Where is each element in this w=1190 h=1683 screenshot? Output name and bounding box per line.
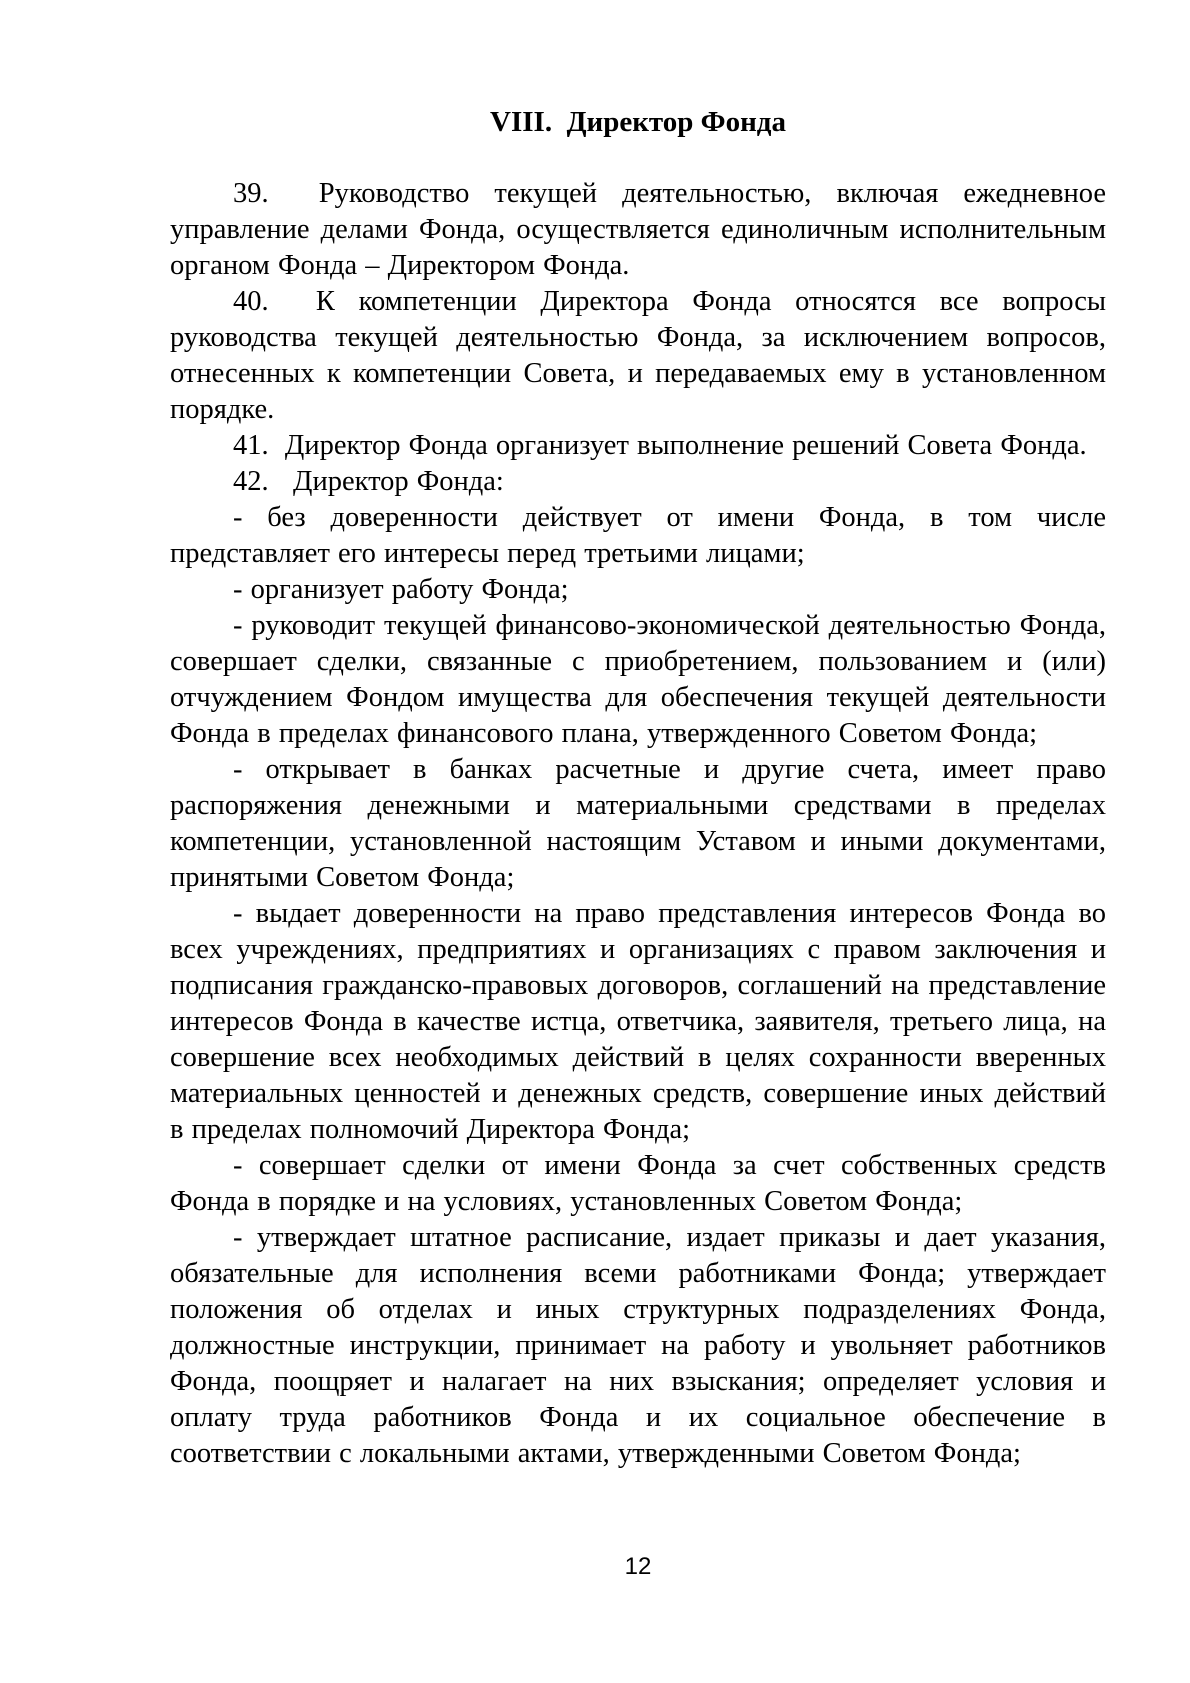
section-title: VIII. Директор Фонда (490, 106, 786, 138)
paragraph-42: 42. Директор Фонда: (233, 466, 504, 497)
list-item-no-power-of-attorney: - без доверенности действует от имени Фонда, в том числе представляет его интересы перед третьими лицами; (170, 502, 1115, 569)
page-number: 12 (624, 1553, 652, 1580)
paragraph-40: 40. К компетенции Директора Фонда относятся все вопросы руководства текущей деятельностью Фонда, за исключением вопросов, отнесенных к компетенции Совета, и передаваемых ему в установленном порядке. (170, 286, 1115, 425)
list-item-opens-bank-accounts: - открывает в банках расчетные и другие счета, имеет право распоряжения денежными и материальными средствами в пределах компетенции, установленной настоящим Уставом и иными документами, принятыми Советом Фонда; (170, 754, 1115, 893)
list-item-makes-transactions: - совершает сделки от имени Фонда за счет собственных средств Фонда в порядке и на условиях, установленных Советом Фонда; (170, 1150, 1115, 1217)
paragraph-39: 39. Руководство текущей деятельностью, включая ежедневное управление делами Фонда, осуществляется единоличным исполнительным органом Фонда – Директором Фонда. (170, 178, 1115, 281)
document-body (170, 104, 1115, 1472)
list-item-organizes-work: - организует работу Фонда; (233, 574, 569, 605)
list-item-manages-financial-activity: - руководит текущей финансово-экономической деятельностью Фонда, совершает сделки, связанные с приобретением, пользованием и (или) отчуждением Фондом имущества для обеспечения текущей деятельности Фонда в пределах финансового плана, утвержденного Советом Фонда; (170, 610, 1115, 749)
list-item-issues-powers-of-attorney: - выдает доверенности на право представления интересов Фонда во всех учреждениях, предприятиях и организациях с правом заключения и подписания гражданско-правовых договоров, соглашений на представление интересов Фонда в качестве истца, ответчика, заявителя, третьего лица, на совершение всех необходимых действий в целях сохранности вверенных материальных ценностей и денежных средств, совершение иных действий в пределах полномочий Директора Фонда; (170, 898, 1115, 1145)
paragraph-41: 41. Директор Фонда организует выполнение решений Совета Фонда. (233, 430, 1087, 461)
list-item-approves-staffing: - утверждает штатное расписание, издает приказы и дает указания, обязательные для исполнения всеми работниками Фонда; утверждает положения об отделах и иных структурных подразделениях Фонда, должностные инструкции, принимает на работу и увольняет работников Фонда, поощряет и налагает на них взыскания; определяет условия и оплату труда работников Фонда и их социальное обеспечение в соответствии с локальными актами, утвержденными Советом Фонда; (170, 1222, 1115, 1469)
